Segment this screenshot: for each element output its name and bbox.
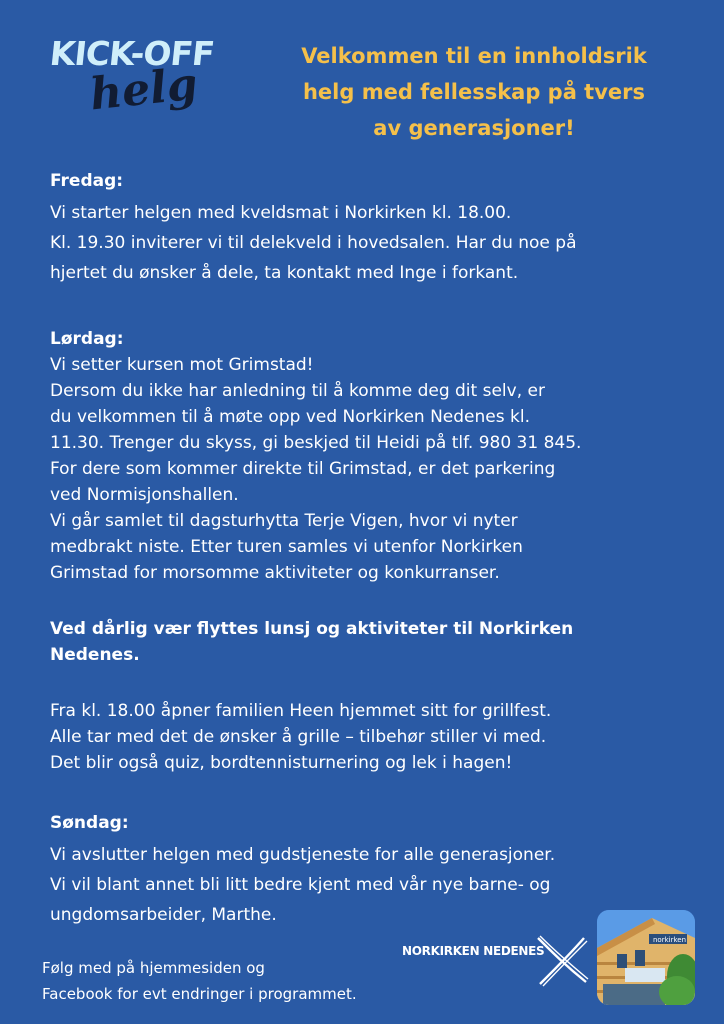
- kickoff-logo: [47, 34, 240, 124]
- headline-line: helg med fellesskap på tvers: [302, 80, 646, 104]
- friday-heading: Fredag:: [50, 171, 124, 191]
- sunday-section: [50, 810, 690, 930]
- sunday-heading: Søndag:: [50, 813, 129, 833]
- saturday-line: ved Normisjonshallen.: [50, 485, 239, 505]
- saturday-line: medbrakt niste. Etter turen samles vi utenfor Norkirken: [50, 537, 523, 557]
- weather-note: Ved dårlig vær flyttes lunsj og aktiviteter til Norkirken: [50, 619, 574, 639]
- friday-line: Kl. 19.30 inviterer vi til delekveld i hovedsalen. Har du noe på: [50, 233, 577, 253]
- sunday-line: Vi avslutter helgen med gudstjeneste for alle generasjoner.: [50, 845, 556, 865]
- saturday-evening-line: Fra kl. 18.00 åpner familien Heen hjemmet sitt for grillfest.: [50, 701, 552, 721]
- church-sign-text: norkirken: [653, 936, 687, 944]
- logo-kickoff-text: KICK-OFF: [47, 34, 216, 73]
- footer-line: Facebook for evt endringer i programmet.: [42, 985, 357, 1003]
- program-content: [50, 168, 690, 930]
- saturday-line: Dersom du ikke har anledning til å komme deg dit selv, er: [50, 381, 545, 401]
- saturday-evening-line: Alle tar med det de ønsker å grille – tilbehør stiller vi med.: [50, 727, 547, 747]
- logo-helg-text: helg: [87, 58, 200, 121]
- saturday-line: For dere som kommer direkte til Grimstad, er det parkering: [50, 459, 556, 479]
- sunday-line: ungdomsarbeider, Marthe.: [50, 905, 277, 925]
- friday-line: Vi starter helgen med kveldsmat i Norkirken kl. 18.00.: [50, 203, 512, 223]
- headline-line: Velkommen til en innholdsrik: [301, 44, 647, 68]
- friday-section: [50, 168, 690, 288]
- footer-line: Følg med på hjemmesiden og: [42, 959, 265, 977]
- headline-line: av generasjoner!: [373, 116, 575, 140]
- saturday-line: Vi setter kursen mot Grimstad!: [50, 355, 314, 375]
- saturday-section: [50, 326, 690, 776]
- saturday-line: 11.30. Trenger du skyss, gi beskjed til Heidi på tlf. 980 31 845.: [50, 433, 582, 453]
- friday-line: hjertet du ønsker å dele, ta kontakt med Inge i forkant.: [50, 263, 519, 283]
- welcome-headline: [262, 38, 686, 146]
- church-building-photo: [597, 910, 695, 1005]
- saturday-heading: Lørdag:: [50, 329, 124, 349]
- footer-note: [42, 955, 442, 1007]
- saturday-line: Vi går samlet til dagsturhytta Terje Vigen, hvor vi nyter: [50, 511, 518, 531]
- sunday-line: Vi vil blant annet bli litt bedre kjent med vår nye barne- og: [50, 875, 551, 895]
- church-building-icon: [597, 910, 695, 1005]
- saturday-line: Grimstad for morsomme aktiviteter og konkurranser.: [50, 563, 500, 583]
- norkirken-cross-logo-icon: [532, 930, 592, 988]
- saturday-evening-line: Det blir også quiz, bordtennisturnering og lek i hagen!: [50, 753, 513, 773]
- weather-note: Nedenes.: [50, 645, 140, 665]
- brand-name: NORKIRKEN NEDENES: [402, 944, 545, 958]
- saturday-line: du velkommen til å møte opp ved Norkirken Nedenes kl.: [50, 407, 530, 427]
